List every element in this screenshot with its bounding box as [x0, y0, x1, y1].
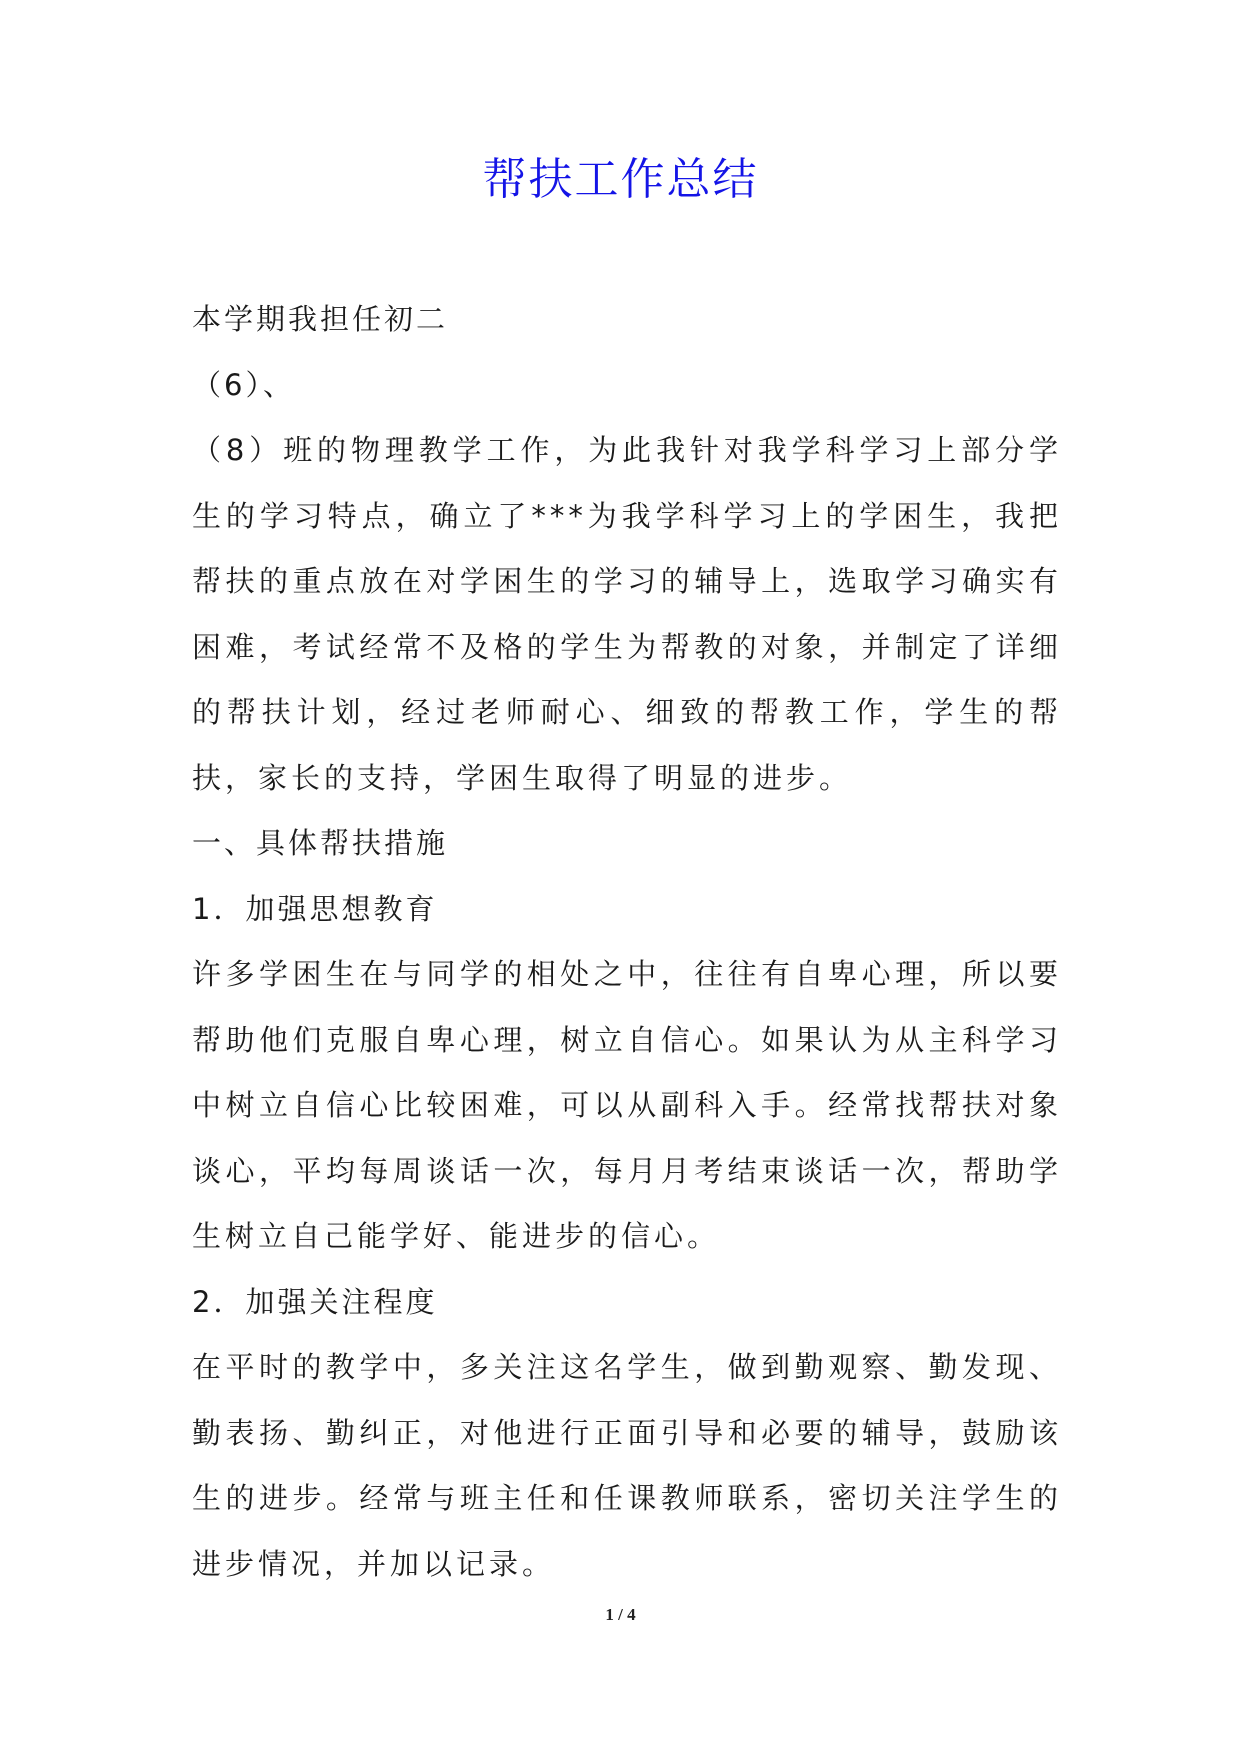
document-body: [192, 287, 1062, 1597]
section-heading-measures: 一、具体帮扶措施: [192, 826, 449, 860]
document-title: 帮扶工作总结: [482, 154, 759, 205]
page-number: 1 / 4: [605, 1605, 636, 1624]
paragraph-ideological-education: 许多学困生在与同学的相处之中，往往有自卑心理，所以要帮助他们克服自卑心理，树立自信心。如果认为从主科学习中树立自信心比较困难，可以从副科入手。经常找帮扶对象谈心，平均每周谈话一次，每月月考结束谈话一次，帮助学生树立自己能学好、能进步的信心。: [192, 957, 1062, 1253]
paragraph-intro-line-1: 本学期我担任初二: [192, 302, 449, 336]
subheading-attention: 2．加强关注程度: [192, 1284, 438, 1319]
paragraph-intro-line-2: （6）、: [192, 367, 295, 402]
paragraph-intro-body: （8）班的物理教学工作，为此我针对我学科学习上部分学生的学习特点，确立了***为我学科学习上的学困生，我把帮扶的重点放在对学困生的学习的辅导上，选取学习确实有困难，考试经常不及格的学生为帮教的对象，并制定了详细的帮扶计划，经过老师耐心、细致的帮教工作，学生的帮扶，家长的支持，学困生取得了明显的进步。: [192, 433, 1062, 795]
subheading-ideological-education: 1．加强思想教育: [192, 891, 438, 926]
paragraph-attention: 在平时的教学中，多关注这名学生，做到勤观察、勤发现、勤表扬、勤纠正，对他进行正面引导和必要的辅导，鼓励该生的进步。经常与班主任和任课教师联系，密切关注学生的进步情况，并加以记录。: [192, 1350, 1062, 1581]
